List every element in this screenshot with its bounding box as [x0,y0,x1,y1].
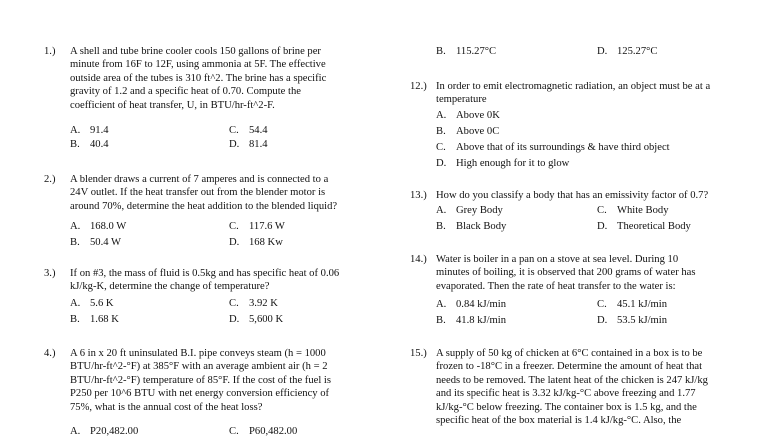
question-number: 15.) [410,348,427,359]
question-line: kJ/kg-°C below freezing. The container box is 1.5 kg, and the [436,401,697,413]
option-a: A. Above 0K [436,110,500,121]
question-text [70,45,326,112]
question-number: 4.) [44,348,56,359]
question-line: needs to be removed. The latent heat of the chicken is 247 kJ/kg [436,374,708,386]
option-b: B. 50.4 W [70,237,121,248]
question-number: 3.) [44,268,56,279]
option-b: B. 41.8 kJ/min [436,315,507,326]
option-b: B. Black Body [436,221,507,232]
option-d: D. 81.4 [229,139,268,150]
option-d: D. 168 Kw [229,237,283,248]
question-line: P250 per 10^6 BTU with net energy conversion efficiency of [70,388,330,400]
option-c: C. P60,482.00 [229,426,298,437]
question-text [436,347,708,427]
question-line: Water is boiler in a pan on a stove at sea level. During 10 [436,254,679,265]
question-text [70,173,337,213]
question-line: frozen to -18°C in a freezer. Determine the amount of heat that [436,361,703,373]
option-c: C. Above that of its surroundings & have third object [436,142,670,153]
option-d: D. 53.5 kJ/min [597,315,668,326]
question-number: 1.) [44,46,56,57]
question-line: kJ/kg-K, determine the change of temperature? [70,281,270,293]
question-text [70,267,339,294]
question-line: 24V outlet. If the heat transfer out from the blender motor is [70,187,326,199]
question-line: 75%, what is the annual cost of the heat loss? [70,401,263,413]
option-a: A. P20,482.00 [70,426,139,437]
question-line: specific heat of the box material is 1.4 kJ/kg-°C. Also, the [436,415,682,427]
question-text [436,253,696,293]
option-b: B. 40.4 [70,139,109,150]
option-c: C. 45.1 kJ/min [597,299,668,310]
option-d: D. 125.27°C [597,46,658,57]
question-line: In order to emit electromagnetic radiation, an object must be at a [436,81,711,92]
question-line: coefficient of heat transfer, U, in BTU/hr-ft^2-F. [70,99,275,111]
question-line: BTU/hr-ft^2-°F) at 385°F with an average ambient air (h = 2 [70,361,328,373]
option-b: B. 115.27°C [436,46,497,57]
option-b: B. Above 0C [436,126,500,137]
question-line: A 6 in x 20 ft uninsulated B.I. pipe conveys steam (h = 1000 [70,348,326,359]
question-line: and its specific heat is 3.32 kJ/kg-°C above freezing and 1.77 [436,388,696,400]
option-d: D. Theoretical Body [597,221,691,232]
option-d: D. 5,600 K [229,314,284,325]
option-c: C. White Body [597,205,669,216]
question-number: 13.) [410,190,427,201]
question-line: BTU/hr-ft^2-°F) temperature of 85°F. If the cost of the fuel is [70,374,331,386]
question-line: minute from 16F to 12F, using ammonia at 5F. The effective [70,59,326,71]
question-number: 12.) [410,81,427,92]
option-a: A. 0.84 kJ/min [436,299,507,310]
question-line: temperature [436,94,487,106]
option-c: C. 117.6 W [229,221,285,232]
question-line: A supply of 50 kg of chicken at 6°C contained in a box is to be [436,348,703,359]
question-line: outside area of the tubes is 310 ft^2. The brine has a specific [70,72,327,84]
option-c: C. 3.92 K [229,298,278,309]
question-line: around 70%, determine the heat addition to the blended liquid? [70,200,338,212]
option-d: D. High enough for it to glow [436,158,570,169]
question-text [70,347,331,414]
question-text [436,189,708,202]
question-line: If on #3, the mass of fluid is 0.5kg and has specific heat of 0.06 [70,268,340,279]
question-text [436,80,710,107]
question-line: evaporated. Then the rate of heat transfer to the water is: [436,280,676,292]
option-a: A. 91.4 [70,125,109,136]
option-c: C. 54.4 [229,125,268,136]
option-b: B. 1.68 K [70,314,119,325]
question-line: A blender draws a current of 7 amperes and is connected to a [70,174,329,185]
option-a: A. 5.6 K [70,298,114,309]
question-number: 2.) [44,174,56,185]
question-line: gravity of 1.2 and a specific heat of 0.70. Compute the [70,86,301,98]
question-line: A shell and tube brine cooler cools 150 gallons of brine per [70,46,321,57]
option-a: A. 168.0 W [70,221,127,232]
question-number: 14.) [410,254,427,265]
option-a: A. Grey Body [436,205,503,216]
question-line: minutes of boiling, it is observed that 200 grams of water has [436,267,696,279]
question-line: How do you classify a body that has an emissivity factor of 0.7? [436,190,709,201]
